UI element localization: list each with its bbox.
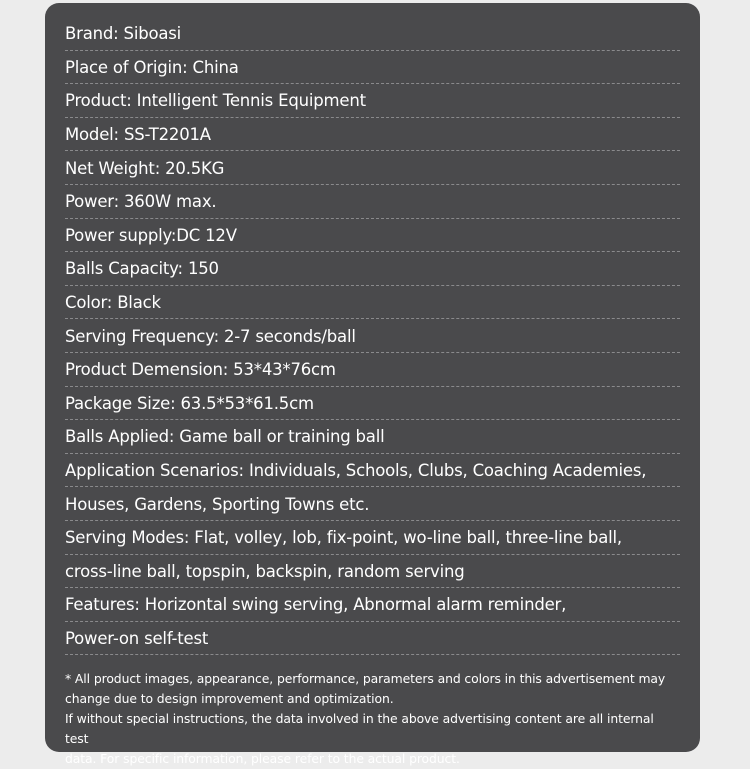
spec-text: Package Size: 63.5*53*61.5cm xyxy=(65,393,314,413)
spec-row-power-supply xyxy=(65,219,680,253)
spec-row-serving-modes xyxy=(65,521,680,555)
spec-row-product xyxy=(65,84,680,118)
spec-text: Place of Origin: China xyxy=(65,57,239,77)
spec-text: Product Demension: 53*43*76cm xyxy=(65,360,336,380)
spec-row-model xyxy=(65,118,680,152)
spec-text: Model: SS-T2201A xyxy=(65,125,211,145)
spec-text: Serving Modes: Flat, volley, lob, fix-point, wo-line ball, three-line ball, xyxy=(65,528,622,548)
spec-text: Serving Frequency: 2-7 seconds/ball xyxy=(65,326,356,346)
spec-text: Power: 360W max. xyxy=(65,192,217,212)
spec-row-color xyxy=(65,286,680,320)
spec-row-serving-frequency xyxy=(65,319,680,353)
disclaimer-line: change due to design improvement and optimization. xyxy=(65,691,394,707)
disclaimer-line: If without special instructions, the data involved in the above advertising content are all internal test xyxy=(65,711,654,747)
spec-text: Balls Applied: Game ball or training ball xyxy=(65,427,385,447)
disclaimer-line: * All product images, appearance, performance, parameters and colors in this advertisement may xyxy=(65,671,666,687)
spec-row-net-weight xyxy=(65,151,680,185)
spec-text: Power supply:DC 12V xyxy=(65,225,237,245)
spec-text: Brand: Siboasi xyxy=(65,24,182,44)
spec-text: Features: Horizontal swing serving, Abnormal alarm reminder, xyxy=(65,595,567,615)
spec-text: Application Scenarios: Individuals, Schools, Clubs, Coaching Academies, xyxy=(65,461,647,481)
spec-text: Houses, Gardens, Sporting Towns etc. xyxy=(65,494,370,514)
spec-text: Net Weight: 20.5KG xyxy=(65,158,225,178)
spec-row-serving-modes-cont xyxy=(65,555,680,589)
spec-card xyxy=(45,3,700,767)
disclaimer xyxy=(65,669,680,769)
spec-row-power xyxy=(65,185,680,219)
spec-row-balls-applied xyxy=(65,420,680,454)
spec-row-origin xyxy=(65,51,680,85)
spec-list xyxy=(65,17,680,655)
spec-text: Power-on self-test xyxy=(65,628,209,648)
spec-text: Product: Intelligent Tennis Equipment xyxy=(65,91,366,111)
spec-row-features-cont xyxy=(65,622,680,656)
spec-row-balls-capacity xyxy=(65,252,680,286)
spec-row-features xyxy=(65,588,680,622)
spec-text: Color: Black xyxy=(65,293,161,313)
spec-text: Balls Capacity: 150 xyxy=(65,259,219,279)
spec-row-package-size xyxy=(65,387,680,421)
spec-row-application-scenarios xyxy=(65,454,680,488)
spec-row-brand xyxy=(65,17,680,51)
spec-row-product-dimension xyxy=(65,353,680,387)
disclaimer-line: data. For specific information, please refer to the actual product. xyxy=(65,751,460,767)
spec-row-application-scenarios-cont xyxy=(65,487,680,521)
spec-text: cross-line ball, topspin, backspin, random serving xyxy=(65,561,465,581)
